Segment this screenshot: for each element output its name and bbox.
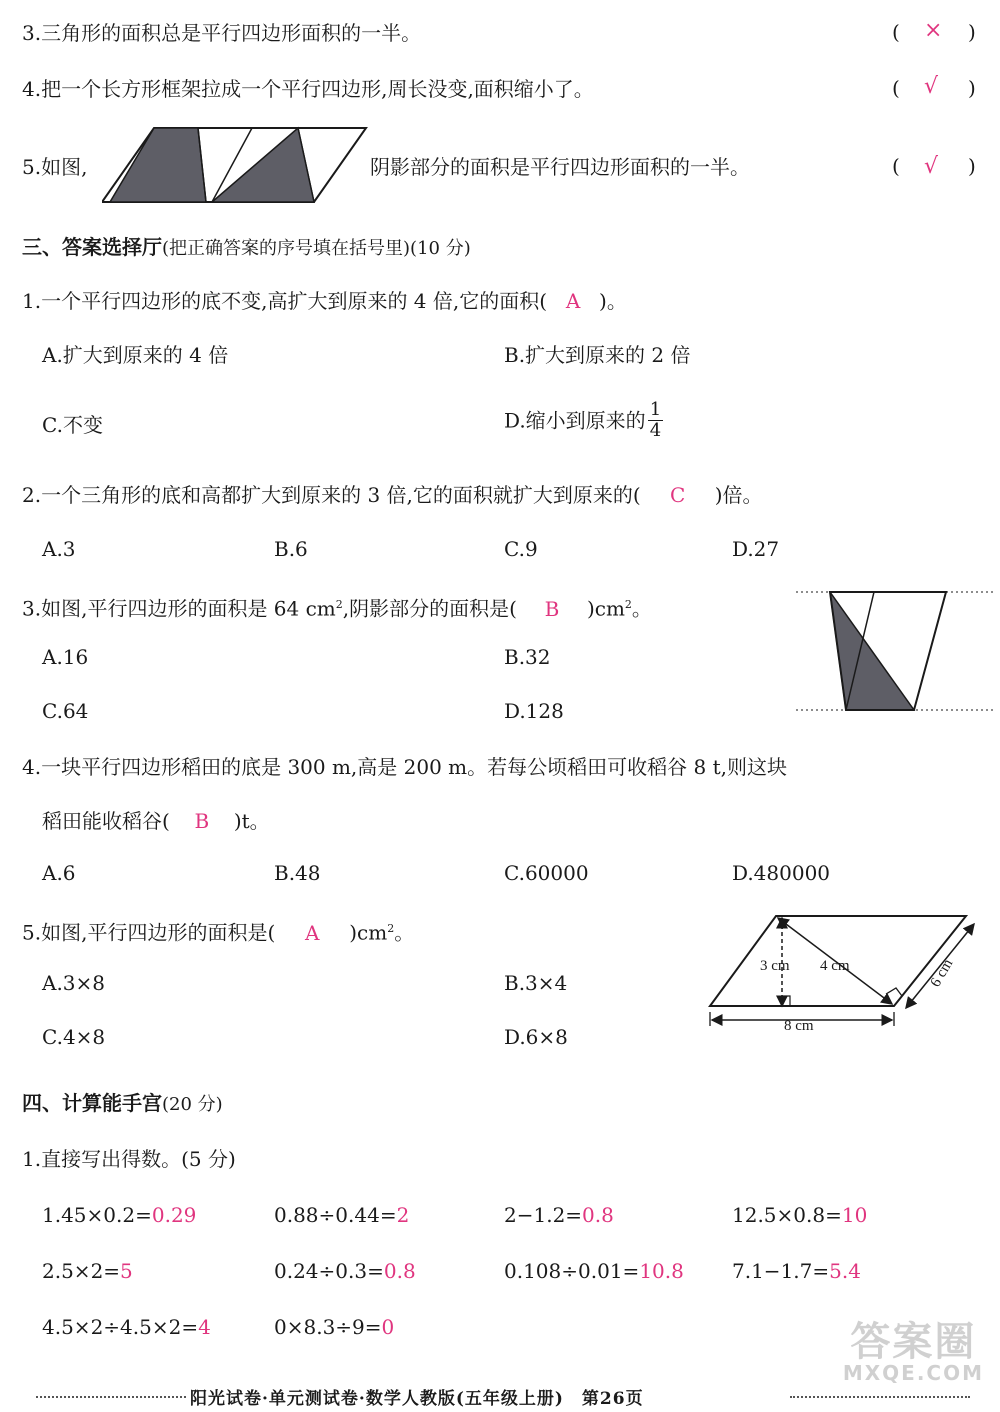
q2-option-b: B.6 (274, 537, 308, 561)
q3-stem-a: 3.如图,平行四边形的面积是 64 cm (22, 596, 336, 621)
footer-rule-right (790, 1396, 970, 1398)
calc-expr: 1.45×0.2= (42, 1203, 152, 1227)
judge-item-3: 3.三角形的面积总是平行四边形面积的一半。 (22, 21, 422, 45)
q3-figure (796, 586, 996, 716)
q5-sup: 2 (387, 922, 395, 935)
q5-stem-c: 。 (394, 920, 415, 945)
judge-item-5-prefix: 5.如图, (22, 155, 88, 179)
q3-stem-d: 。 (631, 596, 652, 621)
calc-expr: 0.108÷0.01= (504, 1259, 640, 1283)
q1-option-d (504, 400, 663, 441)
q5-answer: A (305, 920, 320, 945)
judge-paren-open-4: ( (892, 76, 900, 100)
q4-answer: B (194, 809, 210, 833)
q5-label-d: 4 cm (820, 958, 850, 974)
q2-option-c: C.9 (504, 537, 538, 561)
section4-title: 四、计算能手宫 (22, 1091, 162, 1115)
calc-expr: 4.5×2÷4.5×2= (42, 1315, 199, 1339)
calc-item (42, 1202, 196, 1228)
calc-answer: 0.8 (582, 1203, 614, 1227)
section4-heading (22, 1090, 223, 1118)
q3-option-a: A.16 (42, 645, 89, 669)
judge-item-5-suffix: 阴影部分的面积是平行四边形面积的一半。 (370, 155, 750, 179)
calc-item (732, 1258, 861, 1284)
q5-option-c: C.4×8 (42, 1025, 106, 1049)
q2-answer: C (670, 483, 686, 507)
judge-paren-close-5: ) (968, 154, 976, 178)
q1-frac-num: 1 (649, 399, 662, 420)
q5-option-b: B.3×4 (504, 971, 568, 995)
judge-paren-open-3: ( (892, 20, 900, 44)
q2-option-a: A.3 (42, 537, 76, 561)
calc-answer: 5 (120, 1259, 133, 1283)
q1-option-d-text: D.缩小到原来的 (504, 408, 646, 433)
q3-option-c: C.64 (42, 699, 89, 723)
section4-note: (20 分) (162, 1094, 223, 1115)
q2-option-d: D.27 (732, 537, 780, 561)
q2-stem (22, 482, 763, 508)
q2-stem-b: )倍。 (714, 483, 763, 507)
shaded-triangle-3 (212, 128, 314, 202)
section3-heading (22, 234, 471, 262)
watermark-big: 答案圈 (850, 1319, 977, 1365)
calc-item (42, 1314, 211, 1340)
q1-option-c: C.不变 (42, 413, 103, 437)
calc-item (732, 1202, 867, 1228)
calc-answer: 0.29 (151, 1203, 197, 1227)
q4-line1: 4.一块平行四边形稻田的底是 300 m,高是 200 m。若每公顷稻田可收稻谷 8 t,则这块 (22, 755, 787, 779)
calc-expr: 0.88÷0.44= (274, 1203, 397, 1227)
judge-paren-close-4: ) (968, 76, 976, 100)
q1-stem-b: )。 (599, 289, 627, 313)
calc-answer: 0 (381, 1315, 395, 1339)
q4-option-d: D.480000 (732, 861, 831, 885)
calc-answer: 10 (841, 1203, 868, 1227)
judge-mark-3: × (924, 18, 943, 43)
q5-label-base: 8 cm (784, 1018, 814, 1034)
q3-answer: B (544, 596, 560, 621)
calc-expr: 0.24÷0.3= (274, 1259, 384, 1283)
watermark (843, 1310, 984, 1385)
q2-stem-a: 2.一个三角形的底和高都扩大到原来的 3 倍,它的面积就扩大到原来的( (22, 483, 641, 507)
calc-item (274, 1258, 416, 1284)
shaded-triangle-1 (110, 128, 206, 202)
q4-option-a: A.6 (42, 861, 76, 885)
q1-option-a: A.扩大到原来的 4 倍 (42, 343, 229, 367)
q5-stem-b: )cm (349, 920, 388, 945)
section4-sub: 1.直接写出得数。(5 分) (22, 1147, 236, 1171)
q3-option-d: D.128 (504, 699, 564, 723)
judge-paren-open-5: ( (892, 154, 900, 178)
judge-mark-5: √ (924, 154, 939, 179)
q5-stem-a: 5.如图,平行四边形的面积是( (22, 920, 276, 945)
calc-item (42, 1258, 133, 1284)
calc-answer: 10.8 (639, 1259, 684, 1283)
q4-line2 (42, 808, 270, 834)
footer-rule-left (36, 1396, 186, 1398)
q1-stem (22, 288, 627, 314)
q5-stem (22, 916, 414, 946)
calc-expr: 0×8.3÷9= (274, 1315, 382, 1339)
q5-label-h: 3 cm (760, 958, 790, 974)
section3-title: 三、答案选择厅 (22, 235, 162, 259)
calc-answer: 5.4 (829, 1259, 861, 1283)
q3-option-b: B.32 (504, 645, 551, 669)
judge-5-figure (102, 124, 372, 206)
calc-expr: 12.5×0.8= (732, 1203, 842, 1227)
q1-answer: A (565, 289, 581, 313)
calc-answer: 4 (198, 1315, 211, 1339)
calc-answer: 2 (396, 1203, 410, 1227)
q1-option-b: B.扩大到原来的 2 倍 (504, 343, 691, 367)
judge-item-4: 4.把一个长方形框架拉成一个平行四边形,周长没变,面积缩小了。 (22, 77, 594, 101)
calc-expr: 2−1.2= (504, 1203, 583, 1227)
calc-expr: 2.5×2= (42, 1259, 121, 1283)
calc-item (274, 1202, 409, 1228)
calc-item (274, 1314, 394, 1340)
q1-frac-den: 4 (649, 420, 662, 441)
section3-note: (把正确答案的序号填在括号里)(10 分) (162, 238, 471, 259)
calc-expr: 7.1−1.7= (732, 1259, 830, 1283)
judge-paren-close-3: ) (968, 20, 976, 44)
q4-line2-a: 稻田能收稻谷( (42, 809, 170, 833)
q5-option-a: A.3×8 (42, 971, 106, 995)
q1-stem-a: 1.一个平行四边形的底不变,高扩大到原来的 4 倍,它的面积( (22, 289, 548, 313)
q3-stem-c: )cm (586, 596, 625, 621)
q5-option-d: D.6×8 (504, 1025, 568, 1049)
calc-item (504, 1202, 614, 1228)
q5-label-side: 6 cm (927, 956, 957, 990)
q4-line2-b: )t。 (233, 809, 270, 833)
q4-option-b: B.48 (274, 861, 321, 885)
calc-item (504, 1258, 684, 1284)
calc-answer: 0.8 (383, 1259, 416, 1283)
watermark-small: MXQE.COM (842, 1361, 984, 1385)
q3-sup2: 2 (624, 598, 632, 611)
q1-fraction (648, 400, 663, 441)
q3-stem (22, 592, 652, 622)
footer-text: 阳光试卷·单元测试卷·数学人教版(五年级上册) 第26页 (190, 1389, 644, 1409)
q3-stem-b: ,阴影部分的面积是( (342, 596, 517, 621)
q4-option-c: C.60000 (504, 861, 589, 885)
q3-sup1: 2 (335, 598, 343, 611)
judge-mark-4: √ (924, 74, 939, 99)
q5-figure (704, 908, 984, 1038)
